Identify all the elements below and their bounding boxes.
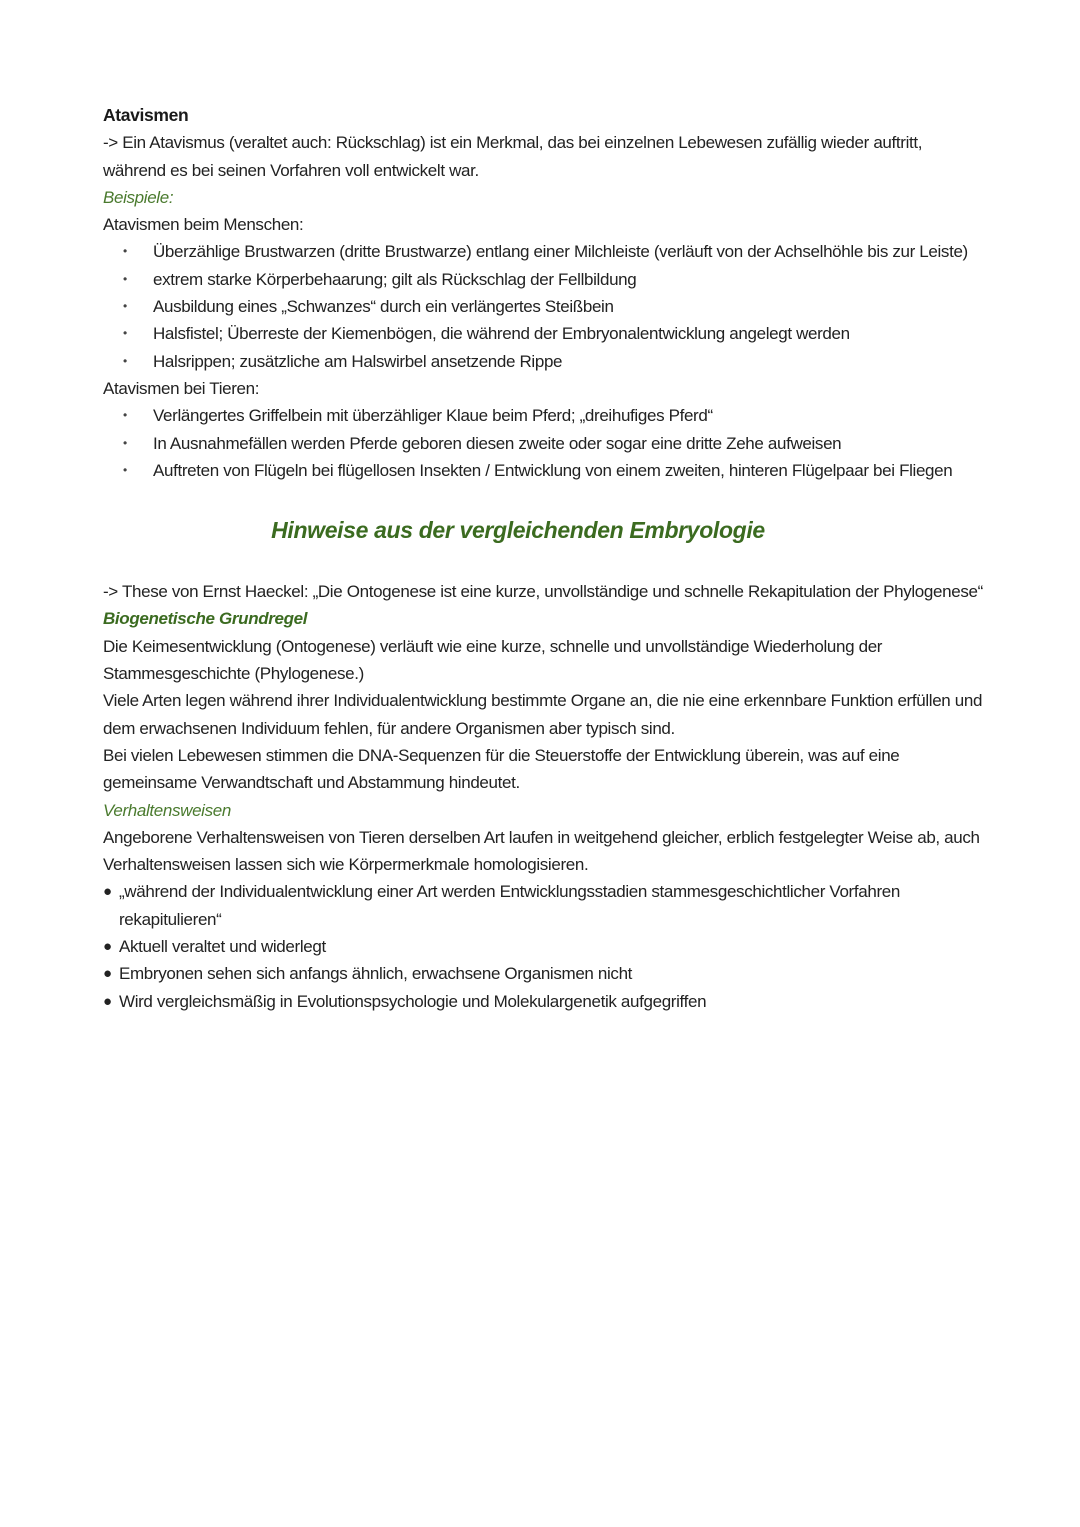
- bullet-icon: •: [123, 326, 127, 341]
- animal-atavisms-list: [103, 402, 983, 484]
- bullet-icon: ●: [103, 883, 112, 901]
- examples-label: Beispiele:: [103, 187, 174, 207]
- list-item: • Verlängertes Griffelbein mit überzähliger Klaue beim Pferd; „dreihufiges Pferd“: [103, 402, 983, 429]
- bullet-icon: •: [123, 462, 127, 477]
- bullet-icon: •: [123, 299, 127, 314]
- human-atavisms-list: [103, 238, 983, 374]
- list-item: ● „während der Individualentwicklung einer Art werden Entwicklungsstadien stammesgeschichtlicher Vorfahren rekapitulieren“: [103, 878, 983, 933]
- atavismus-definition: -> Ein Atavismus (veraltet auch: Rückschlag) ist ein Merkmal, das bei einzelnen Lebewesen zufällig wieder auftritt, während es bei seinen Vorfahren voll entwickelt war.: [103, 133, 923, 180]
- bullet-icon: •: [123, 408, 127, 423]
- paragraph: Die Keimesentwicklung (Ontogenese) verläuft wie eine kurze, schnelle und unvollständige Wiederholung der Stammesgeschichte (Phylogenese.): [103, 636, 883, 684]
- list-item: • Halsfistel; Überreste der Kiemenbögen, die während der Embryonalentwicklung angelegt werden: [103, 320, 983, 347]
- list-item: • Auftreten von Flügeln bei flügellosen Insekten / Entwicklung von einem zweiten, hinteren Flügelpaar bei Fliegen: [103, 457, 983, 484]
- human-atavisms-label: Atavismen beim Menschen:: [103, 215, 304, 235]
- list-item: • extrem starke Körperbehaarung; gilt als Rückschlag der Fellbildung: [103, 266, 983, 293]
- list-item: ● Aktuell veraltet und widerlegt: [103, 933, 983, 960]
- bullet-icon: ●: [103, 938, 112, 956]
- section-heading-atavismen: Atavismen: [103, 105, 189, 125]
- haeckel-thesis: -> These von Ernst Haeckel: „Die Ontogenese ist eine kurze, unvollständige und schnelle Rekapitulation der Phylogenese“: [103, 582, 983, 602]
- list-item: • Ausbildung eines „Schwanzes“ durch ein verlängertes Steißbein: [103, 293, 983, 320]
- paragraph: Viele Arten legen während ihrer Individualentwicklung bestimmte Organe an, die nie eine erkennbare Funktion erfüllen und dem erwachsenen Individuum fehlen, für andere Organismen aber typisch sind.: [103, 691, 983, 738]
- bullet-icon: •: [123, 271, 127, 286]
- list-item: • Überzählige Brustwarzen (dritte Brustwarze) entlang einer Milchleiste (verläuft von der Achselhöhle bis zur Leiste): [103, 238, 983, 265]
- list-item: ● Embryonen sehen sich anfangs ähnlich, erwachsene Organismen nicht: [103, 960, 983, 987]
- list-item: • Halsrippen; zusätzliche am Halswirbel ansetzende Rippe: [103, 348, 983, 375]
- list-item: ● Wird vergleichsmäßig in Evolutionspsychologie und Molekulargenetik aufgegriffen: [103, 988, 983, 1015]
- behavior-text: Angeborene Verhaltensweisen von Tieren derselben Art laufen in weitgehend gleicher, erblich festgelegter Weise ab, auch Verhaltensweisen lassen sich wie Körpermerkmale homologisieren.: [103, 827, 980, 875]
- biogenetic-rule-heading: Biogenetische Grundregel: [103, 609, 308, 629]
- document-page: [103, 102, 983, 1015]
- bullet-icon: ●: [103, 992, 112, 1010]
- bullet-icon: •: [123, 244, 127, 259]
- animal-atavisms-label: Atavismen bei Tieren:: [103, 378, 260, 398]
- bullet-icon: ●: [103, 965, 112, 983]
- bullet-icon: •: [123, 353, 127, 368]
- bullet-icon: •: [123, 435, 127, 450]
- list-item: • In Ausnahmefällen werden Pferde geboren diesen zweite oder sogar eine dritte Zehe aufweisen: [103, 430, 983, 457]
- summary-points-list: [103, 878, 983, 1014]
- section-title-embryologie: Hinweise aus der vergleichenden Embryologie: [271, 517, 765, 544]
- paragraph: Bei vielen Lebewesen stimmen die DNA-Sequenzen für die Steuerstoffe der Entwicklung überein, was auf eine gemeinsame Verwandtschaft und Abstammung hindeutet.: [103, 745, 900, 793]
- behavior-label: Verhaltensweisen: [103, 800, 231, 820]
